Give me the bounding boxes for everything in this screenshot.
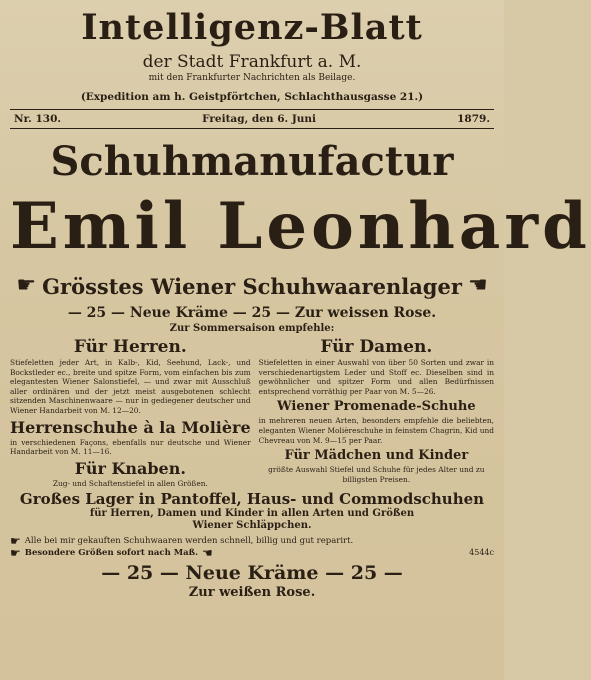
ad-notice-2 <box>10 547 494 559</box>
masthead-title: Intelligenz-Blatt <box>81 7 423 48</box>
ad-title: Schuhmanufactur <box>50 138 454 185</box>
ad-column-right <box>259 336 494 488</box>
issue-number: Nr. 130. <box>14 113 62 125</box>
pointing-hand-icon: ☛ <box>202 546 213 561</box>
pointing-hand-icon: ☛ <box>10 546 21 561</box>
heading-herren: Für Herren. <box>73 337 187 357</box>
text-knaben: Zug- und Schaftenstiefel in allen Größen. <box>52 478 208 488</box>
issue-date: Freitag, den 6. Juni <box>202 113 317 125</box>
ad-season: Zur Sommersaison empfehle: <box>169 323 335 334</box>
ad-wide-line-2a: für Herren, Damen und Kinder in allen Arten und Größen <box>89 508 415 520</box>
ad-reference-number: 4544c <box>469 548 494 558</box>
heading-knaben: Für Knaben. <box>74 458 186 478</box>
pointing-hand-icon: ☛ <box>16 273 37 298</box>
text-kinder: größte Auswahl Stiefel und Schuhe für jedes Alter und zu billigsten Preisen. <box>268 465 485 484</box>
masthead-expedition: (Expedition am h. Geistpförtchen, Schlachthausgasse 21.) <box>80 91 424 103</box>
pointing-hand-icon: ☛ <box>10 534 21 549</box>
ad-address: — 25 — Neue Kräme — 25 — Zur weissen Rose. <box>67 305 437 321</box>
notice-2-text: Besondere Größen sofort nach Maß. <box>24 548 199 559</box>
heading-promenade: Wiener Promenade-Schuhe <box>277 399 476 415</box>
ad-banner <box>10 269 494 303</box>
text-damen: Stiefeletten in einer Auswahl von über 50 Sorten und zwar in verschiedenartigstem Leder und Stoff ec. Dieselben sind in gewöhnlicher und spitzer Form und allen Bedürfnissen entsprechend vorräthig per Paar von M. 5—26. <box>258 358 494 396</box>
ad-footer-address: — 25 — Neue Kräme — 25 — <box>101 562 403 585</box>
ad-notice-1 <box>10 535 494 547</box>
ad-banner-text: Grösstes Wiener Schuhwaarenlager <box>42 273 462 299</box>
ad-columns <box>10 336 494 488</box>
text-promenade: in mehreren neuen Arten, besonders empfehle die beliebten, eleganten Wiener Molièreschuhe in feinstem Chagrin, Kid und Chevreau von M. 9—15 per Paar. <box>258 416 494 445</box>
issue-year: 1879. <box>457 113 490 125</box>
text-herrenschuhe: in verschiedenen Façons, ebenfalls nur deutsche und Wiener Handarbeit von M. 11—16. <box>10 437 251 457</box>
heading-herrenschuhe: Herrenschuhe à la Molière <box>10 417 251 437</box>
ad-column-left <box>10 336 251 488</box>
ad-wide-line: Großes Lager in Pantoffel, Haus- und Commodschuhen <box>19 490 485 509</box>
ad-name: Emil Leonhard <box>10 189 591 264</box>
dateline <box>10 109 494 129</box>
heading-damen: Für Damen. <box>320 337 433 357</box>
pointing-hand-icon: ☛ <box>467 273 488 298</box>
text-herren: Stiefeletten jeder Art, in Kalb-, Kid, Seehund, Lack-, und Bockstleder ec., breite und spitze Form, vom einfachen bis zum elegantesten Wiener Salonstiefel, — und zwar mit Ausschluß aller ordinären und der jetzt meist ausgebotenen schlecht sitzenden Maschinenwaare — nur in gediegener deutscher und Wiener Handarbeit von M. 12—20. <box>10 358 251 415</box>
heading-kinder: Für Mädchen und Kinder <box>284 448 469 464</box>
masthead-subtitle-2: mit den Frankfurter Nachrichten als Beilage. <box>148 73 356 83</box>
ad-wide-line-2b: Wiener Schläppchen. <box>192 520 312 532</box>
ad-footer-name: Zur weißen Rose. <box>188 585 316 601</box>
masthead-subtitle: der Stadt Frankfurt a. M. <box>142 52 362 72</box>
notice-1-text: Alle bei mir gekauften Schuhwaaren werden schnell, billig und gut reparirt. <box>24 536 354 547</box>
